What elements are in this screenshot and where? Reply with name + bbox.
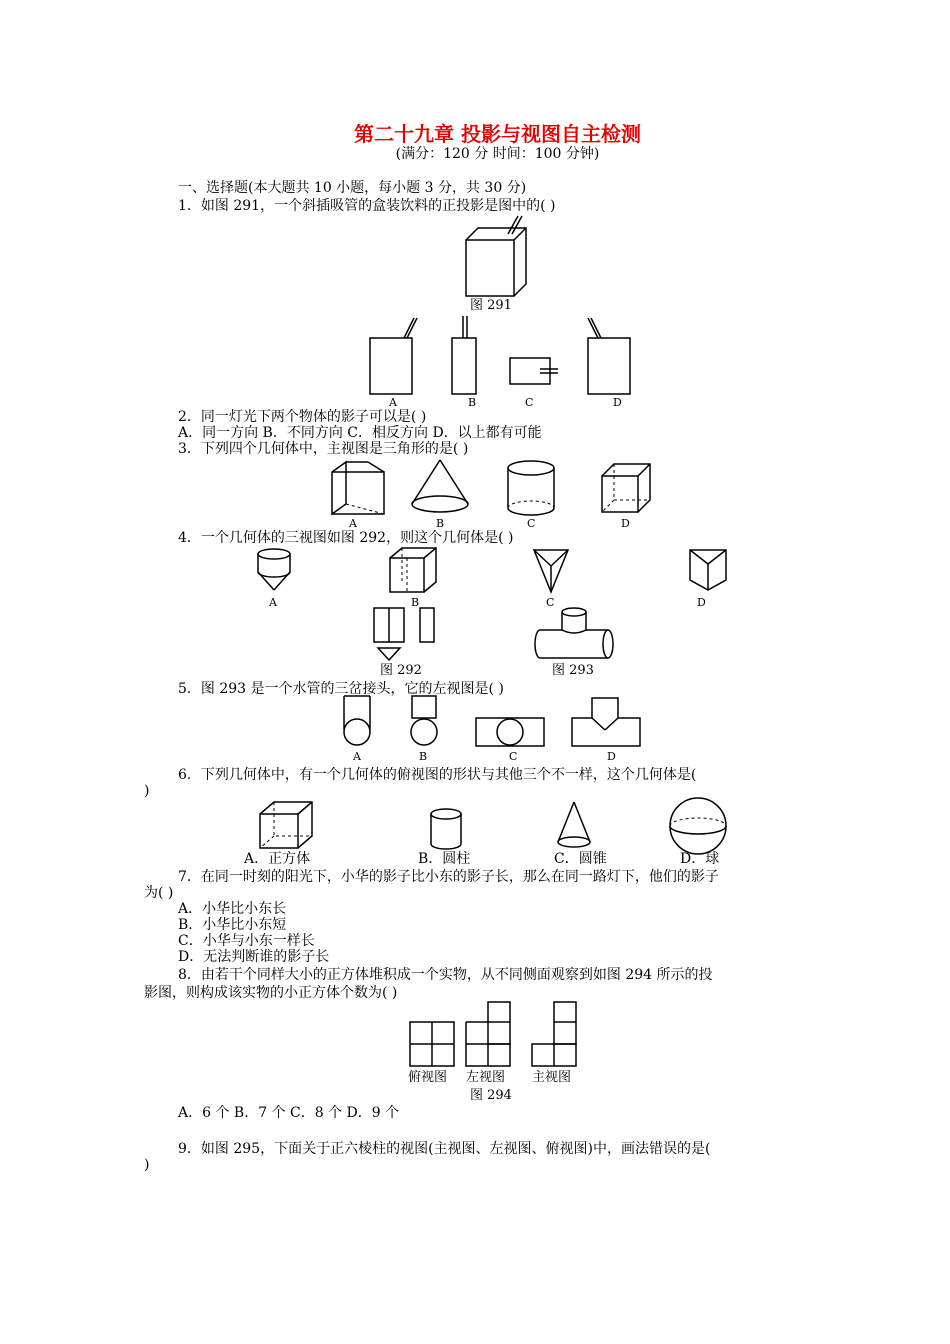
question-9-text-line1: 9．如图 295，下面关于正六棱柱的视图(主视图、左视图、俯视图)中，画法错误的是( <box>178 1141 711 1157</box>
q5-label-d: D <box>607 750 616 763</box>
question-8-text-line1: 8．由若干个同样大小的正方体堆积成一个实物，从不同侧面观察到如图 294 所示的投 <box>178 967 713 983</box>
q1-options-figure <box>360 314 660 398</box>
question-9-text-line2: ) <box>144 1157 150 1173</box>
q4-solids-figure <box>252 546 732 598</box>
question-5-text: 5．图 293 是一个水管的三岔接头，它的左视图是( ) <box>178 681 504 697</box>
question-8-options: A．6 个 B．7 个 C．8 个 D．9 个 <box>178 1105 400 1121</box>
page-subtitle: (满分：120 分 时间：100 分钟) <box>395 146 600 162</box>
q7-option-a: A．小华比小东长 <box>178 901 287 917</box>
q3-label-b: B <box>436 517 445 530</box>
q3-solids-figure <box>328 458 658 520</box>
question-2-options: A．同一方向 B．不同方向 C．相反方向 D．以上都有可能 <box>178 425 542 441</box>
q5-label-c: C <box>509 750 518 763</box>
question-6-text-line2: ) <box>144 783 150 799</box>
q6-solids-figure <box>256 798 736 854</box>
figure-caption-292: 图 292 <box>380 663 422 678</box>
q1-label-a: A <box>389 396 397 409</box>
q4-label-b: B <box>411 596 420 609</box>
question-1-text: 1．如图 291，一个斜插吸管的盒装饮料的正投影是图中的( ) <box>178 198 556 214</box>
question-3-text: 3．下列四个几何体中，主视图是三角形的是( ) <box>178 441 469 457</box>
question-2-text: 2．同一灯光下两个物体的影子可以是( ) <box>178 409 427 425</box>
q3-label-a: A <box>349 517 357 530</box>
question-8-text-line2: 影图，则构成该实物的小正方体个数为( ) <box>144 985 398 1001</box>
q5-options-figure <box>338 694 648 752</box>
q7-option-b: B．小华比小东短 <box>178 917 287 933</box>
q6-option-a: A．正方体 <box>244 851 311 867</box>
question-6-text-line1: 6．下列几何体中，有一个几何体的俯视图的形状与其他三个不一样，这个几何体是( <box>178 767 697 783</box>
q5-label-a: A <box>353 750 361 763</box>
q3-label-c: C <box>527 517 536 530</box>
question-4-text: 4．一个几何体的三视图如图 292，则这个几何体是( ) <box>178 530 514 546</box>
section-heading: 一、选择题(本大题共 10 小题，每小题 3 分，共 30 分) <box>178 180 527 196</box>
view-label-left: 左视图 <box>466 1070 506 1085</box>
q1-label-b: B <box>468 396 477 409</box>
page-title: 第二十九章 投影与视图自主检测 <box>354 122 641 146</box>
q4-label-c: C <box>546 596 555 609</box>
q1-label-c: C <box>525 396 534 409</box>
view-label-top: 俯视图 <box>408 1070 448 1085</box>
q6-option-b: B．圆柱 <box>418 851 471 867</box>
projection-views-figure-294 <box>404 1000 584 1070</box>
view-label-front: 主视图 <box>532 1070 572 1085</box>
three-views-figure-292 <box>370 606 440 664</box>
q7-option-c: C．小华与小东一样长 <box>178 933 315 949</box>
figure-caption-291: 图 291 <box>470 298 512 313</box>
q4-label-a: A <box>269 596 277 609</box>
q7-option-d: D．无法判断谁的影子长 <box>178 949 330 965</box>
q3-label-d: D <box>621 517 630 530</box>
question-7-text-line2: 为( ) <box>144 885 174 901</box>
q6-option-c: C．圆锥 <box>554 851 607 867</box>
drink-box-figure <box>460 214 540 298</box>
q6-option-d: D．球 <box>680 851 720 867</box>
question-7-text-line1: 7．在同一时刻的阳光下，小华的影子比小东的影子长，那么在同一路灯下，他们的影子 <box>178 869 719 885</box>
figure-caption-294: 图 294 <box>470 1088 512 1103</box>
pipe-joint-figure-293 <box>532 606 618 664</box>
q1-label-d: D <box>613 396 622 409</box>
q4-label-d: D <box>697 596 706 609</box>
figure-caption-293: 图 293 <box>552 663 594 678</box>
q5-label-b: B <box>419 750 428 763</box>
